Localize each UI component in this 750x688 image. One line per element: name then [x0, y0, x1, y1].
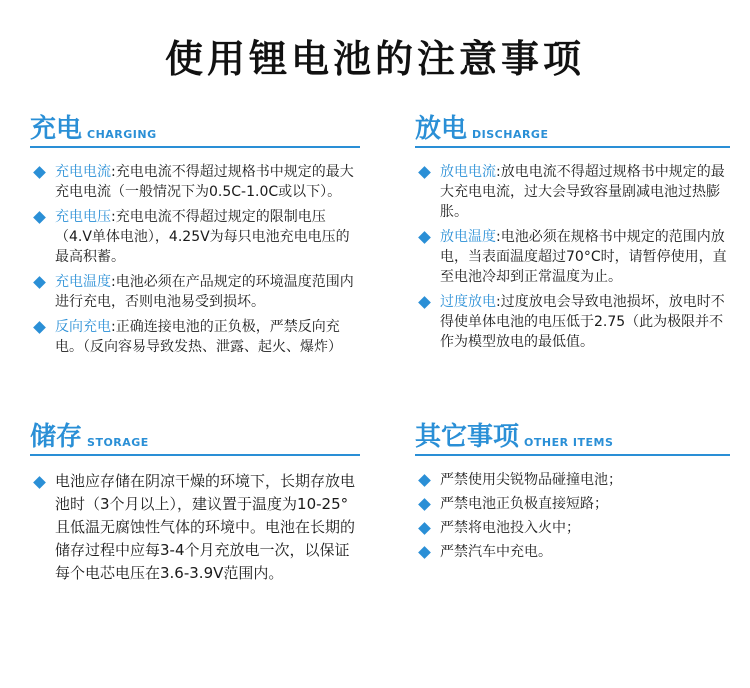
- diamond-bullet-icon: [33, 321, 46, 334]
- item-text: :过度放电会导致电池损坏，放电时不得使单体电池的电压低于2.75（此为极限并不作为模型放电的最低值。: [440, 294, 725, 350]
- discharge-subtitle: DISCHARGE: [472, 128, 549, 141]
- other-item: [415, 518, 730, 538]
- other-items-title: 其它事项: [415, 422, 520, 452]
- item-text: 严禁电池正负极直接短路；: [440, 496, 608, 512]
- charging-item: [30, 317, 360, 357]
- item-text: :充电电流不得超过规格书中规定的最大充电电流（一般情况下为0.5C-1.0C或以下）。: [55, 164, 354, 200]
- storage-title: 储存: [30, 422, 83, 452]
- item-text: 严禁将电池投入火中；: [440, 520, 580, 536]
- discharge-item: [415, 292, 730, 352]
- item-text: :电池必须在规格书中规定的范围内放电，当表面温度超过70°C时，请暂停使用，直至电池冷却到正常温度为止。: [440, 229, 727, 285]
- other-items-subtitle: OTHER ITEMS: [524, 436, 614, 449]
- diamond-bullet-icon: [33, 276, 46, 289]
- charging-header: [30, 110, 360, 148]
- storage-section: [30, 418, 360, 590]
- item-text: 严禁使用尖锐物品碰撞电池；: [440, 472, 622, 488]
- diamond-bullet-icon: [33, 211, 46, 224]
- discharge-item: [415, 227, 730, 287]
- charging-item: [30, 207, 360, 267]
- item-label: 反向充电: [55, 319, 111, 335]
- diamond-bullet-icon: [418, 522, 431, 535]
- other-items-section: [415, 418, 730, 566]
- item-label: 充电电压: [55, 209, 111, 225]
- storage-subtitle: STORAGE: [87, 436, 149, 449]
- storage-item: [30, 470, 360, 585]
- diamond-bullet-icon: [33, 476, 46, 489]
- discharge-section: [415, 110, 730, 357]
- charging-title: 充电: [30, 114, 83, 144]
- other-items-header: [415, 418, 730, 456]
- charging-section: [30, 110, 360, 362]
- discharge-item: [415, 162, 730, 222]
- charging-item: [30, 162, 360, 202]
- item-label: 放电电流: [440, 164, 496, 180]
- discharge-title: 放电: [415, 114, 468, 144]
- diamond-bullet-icon: [418, 166, 431, 179]
- diamond-bullet-icon: [418, 474, 431, 487]
- item-text: 严禁汽车中充电。: [440, 544, 552, 560]
- other-item: [415, 494, 730, 514]
- page-title: 使用锂电池的注意事项: [164, 37, 585, 81]
- item-label: 充电温度: [55, 274, 111, 290]
- item-label: 过度放电: [440, 294, 496, 310]
- diamond-bullet-icon: [418, 296, 431, 309]
- charging-subtitle: CHARGING: [87, 128, 157, 141]
- item-text: :电池必须在产品规定的环境温度范围内进行充电，否则电池易受到损坏。: [55, 274, 354, 310]
- storage-header: [30, 418, 360, 456]
- other-item: [415, 470, 730, 490]
- diamond-bullet-icon: [33, 166, 46, 179]
- item-text: 电池应存储在阴凉干燥的环境下，长期存放电池时（3个月以上），建议置于温度为10-25°且低温无腐蚀性气体的环境中。电池在长期的储存过程中应每3-4个月充放电一次，以保证每个电芯电压在3.6-3.9V范围内。: [55, 472, 356, 582]
- item-text: :正确连接电池的正负极，严禁反向充电。（反向容易导致发热、泄露、起火、爆炸）: [55, 319, 342, 355]
- item-label: 放电温度: [440, 229, 496, 245]
- diamond-bullet-icon: [418, 498, 431, 511]
- diamond-bullet-icon: [418, 546, 431, 559]
- charging-item: [30, 272, 360, 312]
- item-text: :充电电流不得超过规定的限制电压（4.V单体电池），4.25V为每只电池充电电压的最高积蓄。: [55, 209, 350, 265]
- other-item: [415, 542, 730, 562]
- discharge-header: [415, 110, 730, 148]
- diamond-bullet-icon: [418, 231, 431, 244]
- item-text: :放电电流不得超过规格书中规定的最大充电电流，过大会导致容量剧减电池过热膨胀。: [440, 164, 725, 220]
- item-label: 充电电流: [55, 164, 111, 180]
